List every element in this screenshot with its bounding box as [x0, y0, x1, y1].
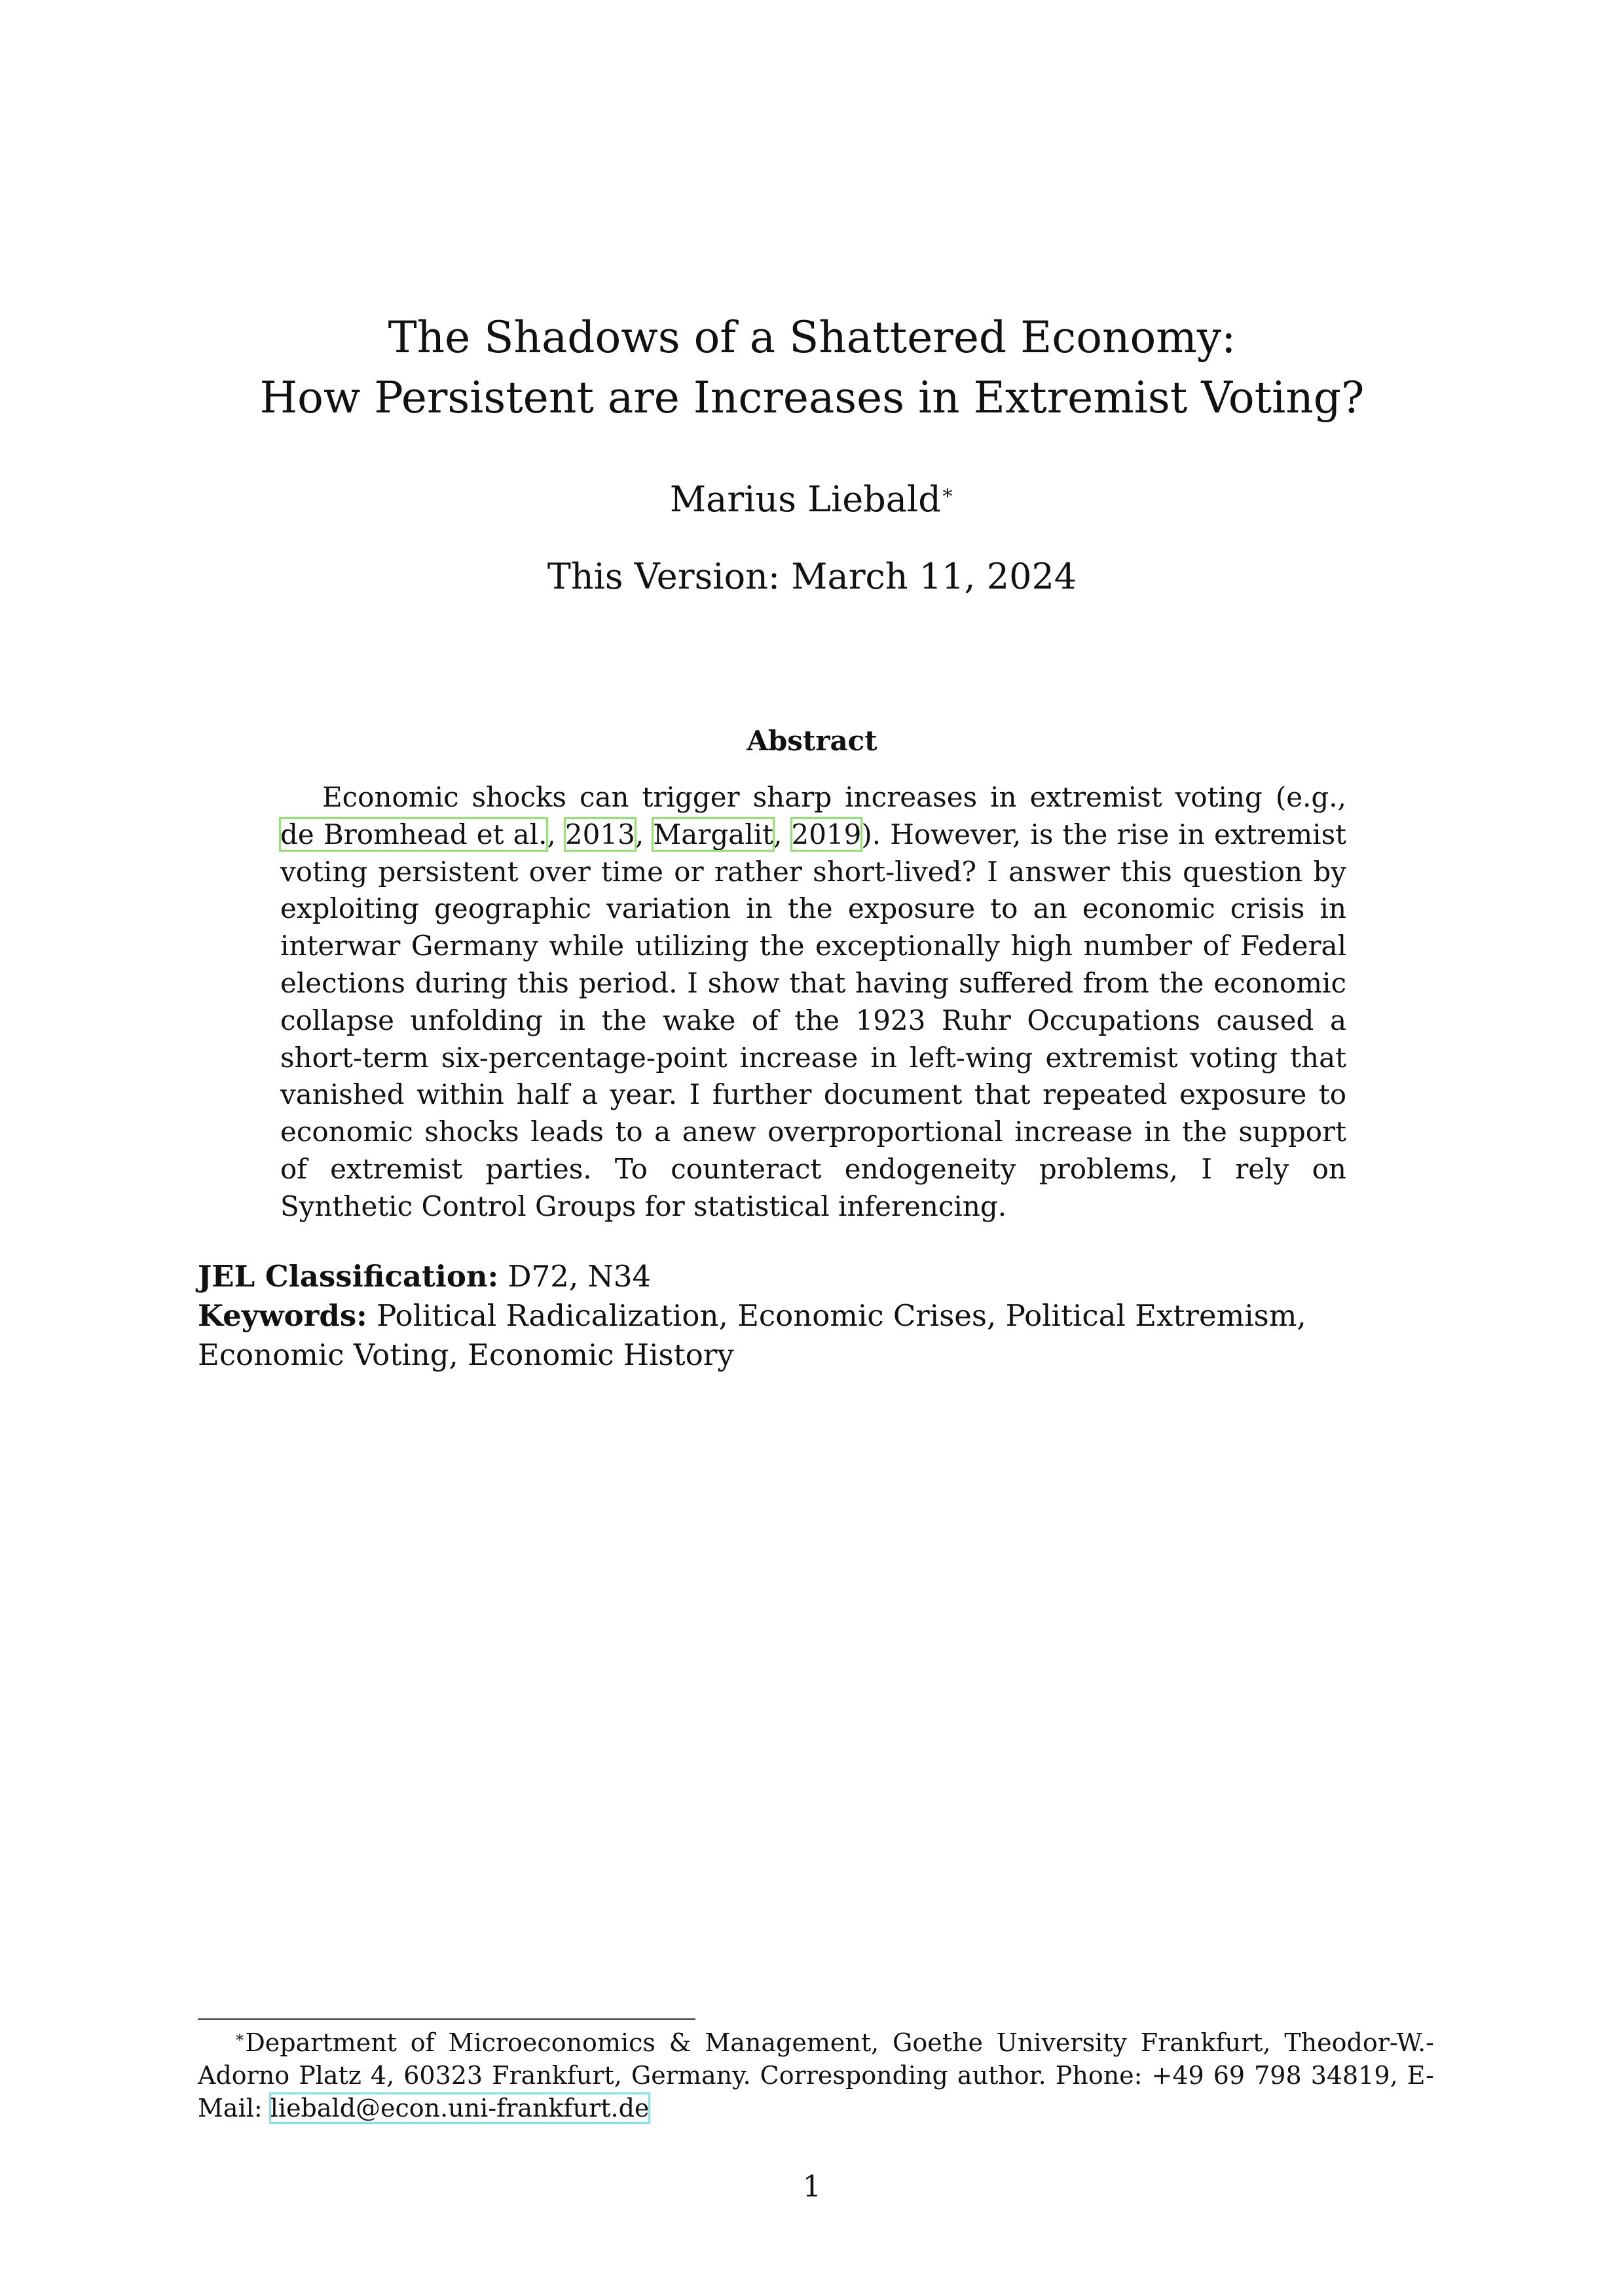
- abstract-heading: Abstract: [747, 725, 877, 757]
- abstract-text-1: Economic shocks can trigger sharp increases in extremist voting (e.g.,: [322, 781, 1346, 813]
- jel-value: D72, N34: [498, 1259, 652, 1294]
- title-line-1: The Shadows of a Shattered Economy:: [388, 312, 1236, 363]
- version-date: This Version: March 11, 2024: [547, 556, 1077, 597]
- citation-separator: ,: [635, 818, 654, 850]
- citation-link-2019[interactable]: 2019: [791, 818, 862, 850]
- keywords-label: Keywords:: [198, 1298, 367, 1333]
- email-link[interactable]: liebald@econ.uni-frankfurt.de: [270, 2094, 650, 2123]
- citation-link-de-bromhead[interactable]: de Bromhead et al.: [280, 818, 547, 850]
- footnote-paragraph: [198, 2026, 1434, 2124]
- footnote-divider: [198, 2018, 695, 2020]
- abstract-paragraph: [280, 779, 1346, 1226]
- author-line: [0, 477, 1624, 522]
- citation-link-margalit[interactable]: Margalit: [653, 818, 774, 850]
- author-name: Marius Liebald: [669, 479, 941, 520]
- jel-label: JEL Classification:: [198, 1259, 499, 1294]
- paper-title: [0, 308, 1624, 428]
- abstract-text-2: ). However, is the rise in extremist voting persistent over time or rather short-lived? I answer this question by exploiting geographic variation in the exposure to an economic crisis in interwar Germany while utilizing the exceptionally high number of Federal elections during this period. I show that having suffered from the economic collapse unfolding in the wake of the 1923 Ruhr Occupations caused a short-term six-percentage-point increase in left-wing extremist voting that vanished within half a year. I further document that repeated exposure to economic shocks leads to a anew overproportional increase in the support of extremist parties. To counteract endogeneity problems, I rely on Synthetic Control Groups for statistical inferencing.: [280, 818, 1347, 1222]
- citation-separator: ,: [547, 818, 565, 850]
- author-footnote: [198, 2026, 1434, 2124]
- footnote-text: Department of Microeconomics & Management, Goethe University Frankfurt, Theodor-W.-Adorno Platz 4, 60323 Frankfurt, Germany. Corresponding author. Phone: +49 69 798 34819, E-Mail:: [198, 2028, 1434, 2123]
- title-line-2: How Persistent are Increases in Extremist Voting?: [259, 373, 1365, 423]
- keywords: [198, 1296, 1434, 1375]
- abstract-body: [280, 779, 1346, 1226]
- jel-classification: [198, 1257, 1434, 1296]
- author-footnote-mark: ∗: [940, 481, 955, 504]
- citation-separator: ,: [773, 818, 792, 850]
- footnote-mark: ∗: [234, 2028, 246, 2047]
- citation-link-2013[interactable]: 2013: [564, 818, 635, 850]
- page-number: 1: [802, 2169, 822, 2204]
- keywords-value: Political Radicalization, Economic Crises, Political Extremism, Economic Voting, Economic History: [198, 1298, 1306, 1372]
- paper-metadata: [198, 1257, 1434, 1375]
